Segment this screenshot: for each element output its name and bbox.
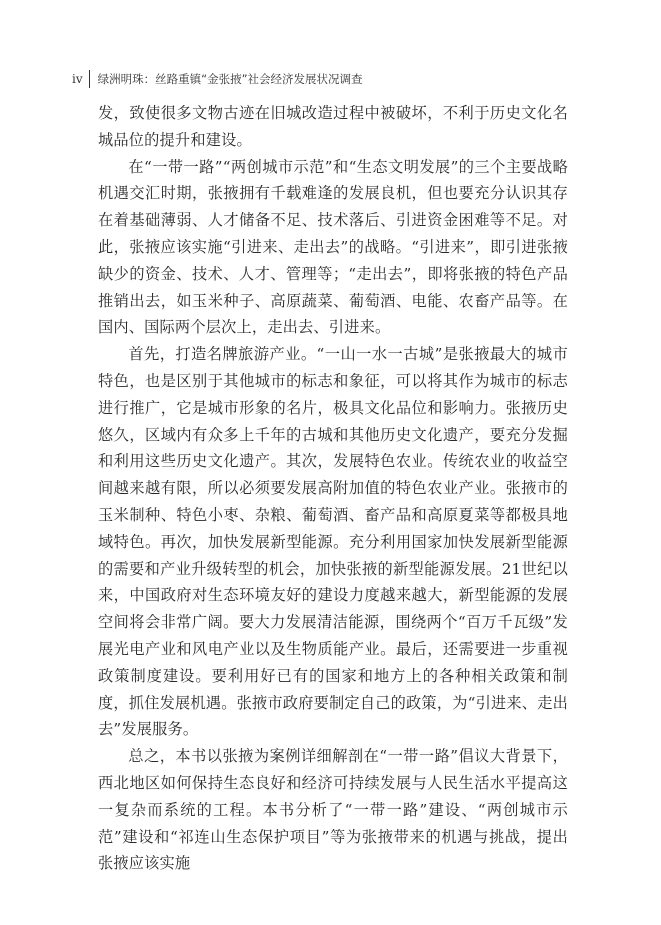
book-title: 绿洲明珠：丝路重镇“金张掖”社会经济发展状况调查	[97, 72, 363, 86]
paragraph-summary: 总之，本书以张掖为案例详细解剖在“一带一路”倡议大背景下，西北地区如何保持生态良好和经济可持续发展与人民生活水平提高这一复杂而系统的工程。本书分析了“一带一路”建设、“两创城市示范”建设和“祁连山生态保护项目”等为张掖带来的机遇与挑战，提出张掖应该实施	[98, 747, 568, 873]
paragraph-measures: 首先，打造名牌旅游产业。“一山一水一古城”是张掖最大的城市特色，也是区别于其他城市的标志和象征，可以将其作为城市的标志进行推广，它是城市形象的名片，极具文化品位和影响力。张掖历史悠久，区域内有众多上千年的古城和其他历史文化遗产，要充分发掘和利用这些历史文化遗产。其次，发展特色农业。传统农业的收益空间越来越有限，所以必须要发展高附加值的特色农业产业。张掖市的玉米制种、特色小枣、杂粮、葡萄酒、畜产品和高原夏菜等都极具地域特色。再次，加快发展新型能源。充分利用国家加快发展新型能源的需要和产业升级转型的机会，加快张掖的新型能源发展。21世纪以来，中国政府对生态环境友好的建设力度越来越大，新型能源的发展空间将会非常广阔。要大力发展清洁能源，围绕两个“百万千瓦级”发展光电产业和风电产业以及生物质能产业。最后，还需要进一步重视政策制度建设。要利用好已有的国家和地方上的各种相关政策和制度，抓住发展机遇。张掖市政府要制定自己的政策，为“引进来、走出去”发展服务。	[98, 345, 568, 739]
header-divider	[89, 70, 90, 88]
body-text	[98, 100, 568, 877]
page-number: iv	[72, 72, 83, 86]
running-header	[72, 68, 363, 90]
paragraph-strategy: 在“一带一路”“两创城市示范”和“生态文明发展”的三个主要战略机遇交汇时期，张掖拥有千载难逢的发展良机，但也要充分认识其存在着基础薄弱、人才储备不足、技术落后、引进资金困难等不足。对此，张掖应该实施“引进来、走出去”的战略。“引进来”，即引进张掖缺少的资金、技术、人才、管理等；“走出去”，即将张掖的特色产品推销出去，如玉米种子、高原蔬菜、葡萄酒、电能、农畜产品等。在国内、国际两个层次上，走出去、引进来。	[98, 157, 568, 337]
paragraph-continued: 发，致使很多文物古迹在旧城改造过程中被破坏，不利于历史文化名城品位的提升和建设。	[98, 104, 568, 149]
